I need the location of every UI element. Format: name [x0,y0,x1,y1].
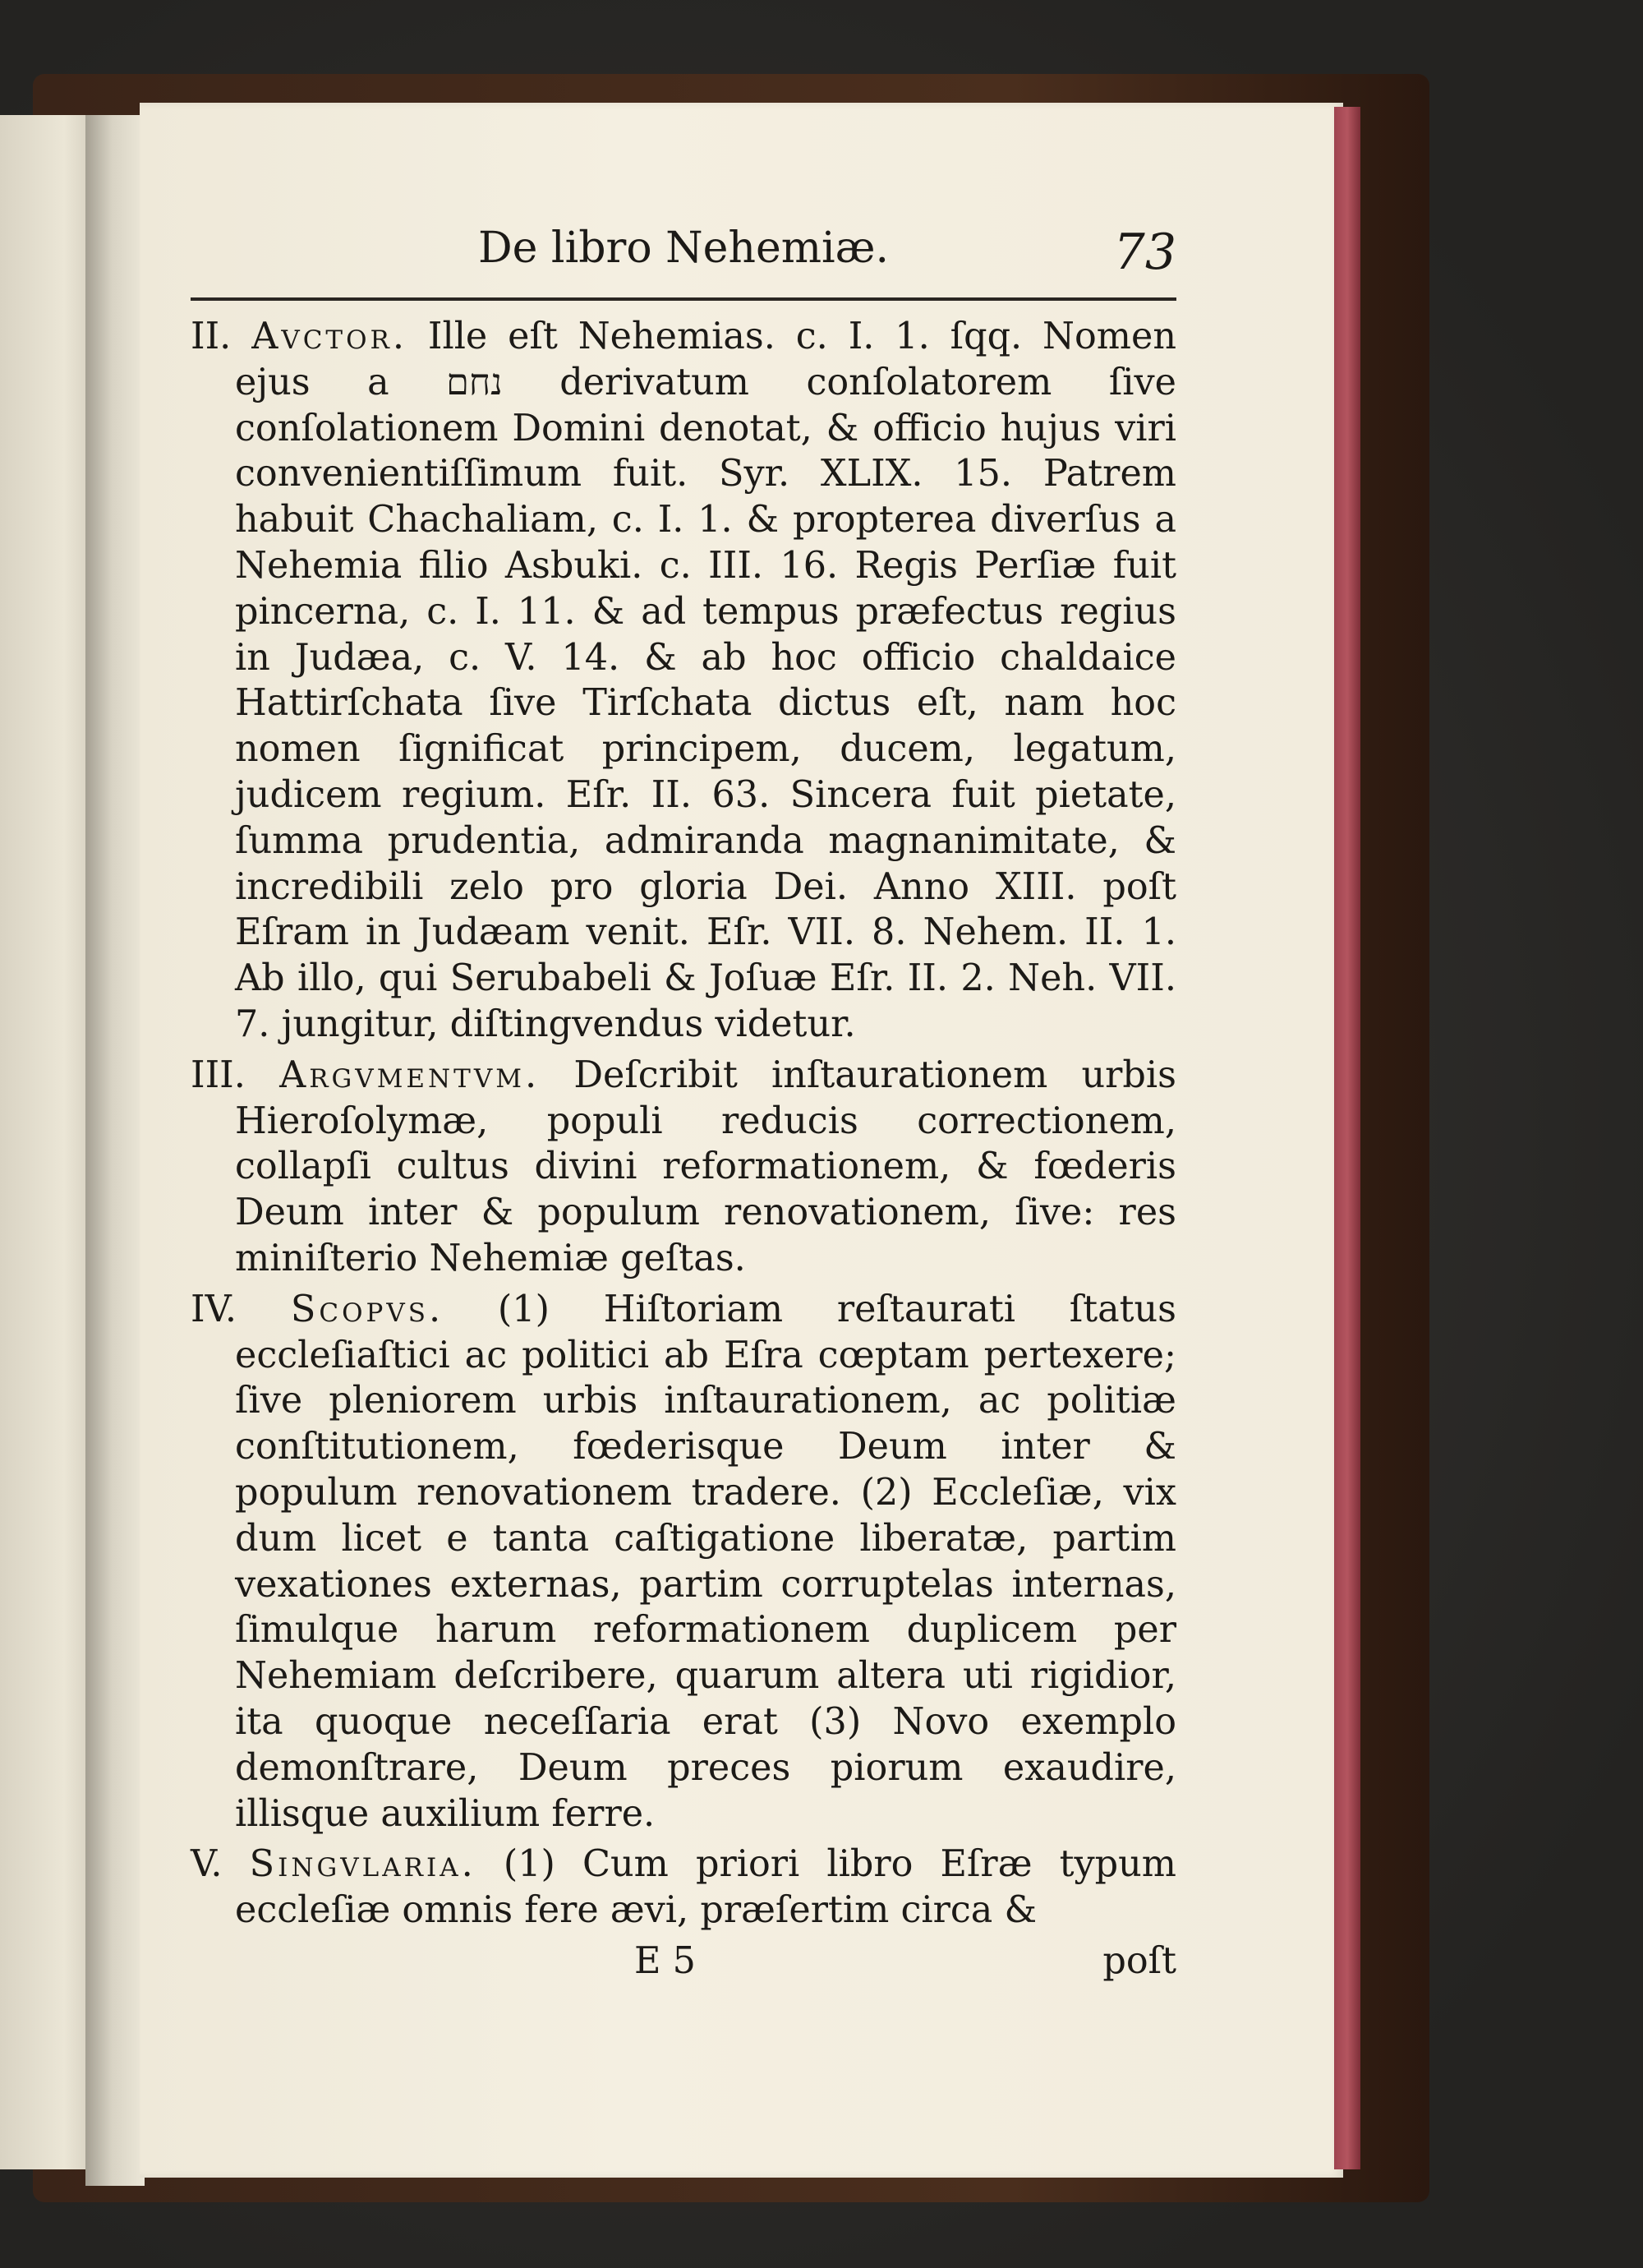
section-text: Deſcribit inſtaurationem urbis Hieroſolymæ, populi reducis correctionem, collapſi cultus divini reformationem, & fœderis Deum inter & populum renovationem, ſive: res miniſterio Nehemiæ geſtas. [235,1053,1176,1279]
section-heading: Avctor. [251,316,408,357]
left-page-edge [0,115,92,2169]
section-paragraph [191,1287,1176,1837]
section-scopus [191,1287,1176,1837]
section-paragraph [191,314,1176,1048]
section-paragraph [191,1842,1176,1934]
page-header [191,222,1176,301]
catchword: poſt [1102,1939,1176,1982]
red-page-edge [1334,107,1360,2169]
section-numeral: II. [191,316,232,357]
section-text: Ille eſt Nehemias. c. I. 1. ſqq. Nomen ejus a נחם derivatum conſolatorem ſive conſolationem Domini denotat, & officio hujus viri convenientiſſimum fuit. Syr. XLIX. 15. Patrem habuit Chachaliam, c. I. 1. & propterea diverſus a Nehemia filio Asbuki. c. III. 16. Regis Perſiæ fuit pincerna, c. I. 11. & ad tempus præfectus regius in Judæa, c. V. 14. & ab hoc officio chaldaice Hattirſchata ſive Tirſchata dictus eſt, nam hoc nomen ſignificat principem, ducem, legatum, judicem regium. Eſr. II. 63. Sincera fuit pietate, ſumma prudentia, admiranda magnanimitate, & incredibili zelo pro gloria Dei. Anno XIII. poſt Eſram in Judæam venit. Eſr. VII. 8. Nehem. II. 1. Ab illo, qui Serubabeli & Joſuæ Eſr. II. 2. Neh. VII. 7. jungitur, diſtingvendus videtur. [235,316,1176,1045]
signature-mark: E 5 [634,1939,696,1982]
section-paragraph [191,1053,1176,1282]
section-auctor [191,314,1176,1048]
section-text: (1) Cum priori libro Eſræ typum eccleſiæ omnis fere ævi, præſertim circa & [235,1843,1176,1932]
section-argumentum [191,1053,1176,1282]
page-number: 73 [1113,224,1176,281]
page-content [191,222,1176,1984]
section-text: (1) Hiſtoriam reſtaurati ſtatus eccleſiaſtici ac politici ab Eſra cœptam pertexere; ſive pleniorem urbis inſtaurationem, ac politiæ conſtitutionem, fœderisque Deum inter & populum renovationem tradere. (2) Eccleſiæ, vix dum licet e tanta caſtigatione liberatæ, partim vexationes externas, partim corruptelas internas, ſimulque harum reformationem duplicem per Nehemiam deſcribere, quarum altera uti rigidior, ita quoque neceſſaria erat (3) Novo exemplo demonſtrare, Deum preces piorum exaudire, illisque auxilium ferre. [235,1288,1176,1835]
section-numeral: III. [191,1053,246,1096]
section-singularia [191,1842,1176,1934]
page-footer [191,1938,1176,1984]
running-title: De libro Nehemiæ. [477,224,890,273]
section-heading: Argvmentvm. [279,1053,541,1096]
section-numeral: IV. [191,1288,237,1330]
section-heading: Scopvs. [290,1288,444,1330]
page-body [191,314,1176,1934]
section-numeral: V. [191,1843,223,1886]
section-heading: Singvlaria. [249,1843,476,1886]
page-gutter [85,115,145,2186]
